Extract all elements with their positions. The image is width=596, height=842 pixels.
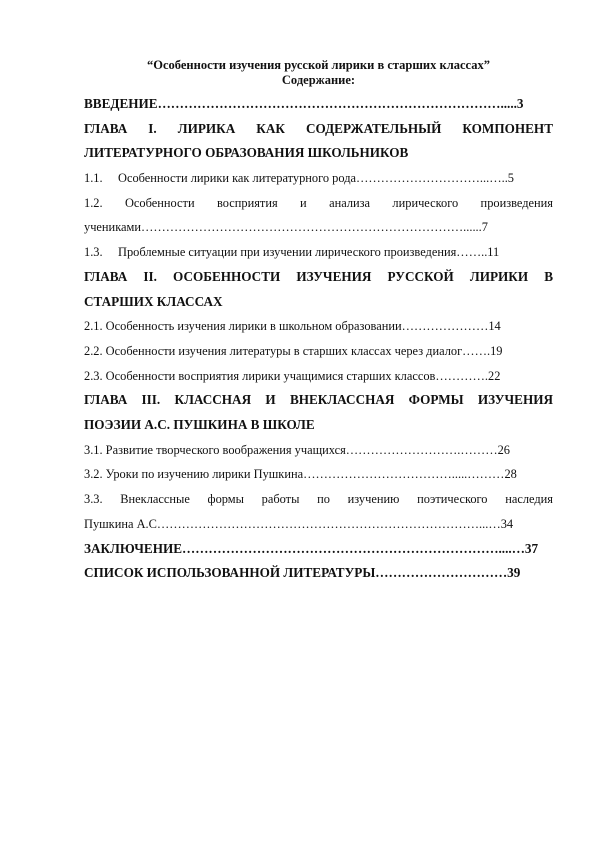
toc-entry-3-3 xyxy=(84,487,553,512)
document-title: “Особенности изучения русской лирики в старших классах” xyxy=(147,58,490,72)
contents-heading: Содержание: xyxy=(281,73,356,87)
toc-entry-number: 1.1. xyxy=(84,171,103,186)
toc-chapter-1-line-1: ГЛАВА I. ЛИРИКА КАК СОДЕРЖАТЕЛЬНЫЙ КОМПОНЕНТ xyxy=(84,120,553,136)
toc-entry-2-2: 2.2. Особенности изучения литературы в старших классах через диалог…….19 xyxy=(84,343,503,358)
toc-chapter-2-line-2: СТАРШИХ КЛАССАХ xyxy=(84,293,223,309)
toc-chapter-3-line-1: ГЛАВА III. КЛАССНАЯ И ВНЕКЛАССНАЯ ФОРМЫ ИЗУЧЕНИЯ xyxy=(84,392,553,408)
toc-entry-text: Проблемные ситуации при изучении лирического произведения……..11 xyxy=(118,245,500,260)
toc-entry-1-2 xyxy=(84,191,553,216)
toc-entry-number: 1.3. xyxy=(84,245,103,260)
toc-entry-1-2-line-1: 1.2. Особенности восприятия и анализа лирического произведения xyxy=(84,195,553,210)
toc-entry-conclusion: ЗАКЛЮЧЕНИЕ………………………………………………………………....…37 xyxy=(84,540,539,556)
toc-entry-text: Особенности лирики как литературного рода…………………………...…..5 xyxy=(118,171,514,186)
toc-chapter-2-heading xyxy=(84,265,553,290)
toc-chapter-3-line-2: ПОЭЗИИ А.С. ПУШКИНА В ШКОЛЕ xyxy=(84,417,315,433)
toc-entry-bibliography: СПИСОК ИСПОЛЬЗОВАННОЙ ЛИТЕРАТУРЫ…………………………39 xyxy=(84,565,521,581)
toc-entry-1-3 xyxy=(84,240,553,265)
toc-entry-introduction: ВВЕДЕНИЕ…………………………………………………………………….....3 xyxy=(84,96,524,111)
document-content xyxy=(84,58,553,586)
toc-chapter-1-line-2: ЛИТЕРАТУРНОГО ОБРАЗОВАНИЯ ШКОЛЬНИКОВ xyxy=(84,145,409,161)
toc-entry-3-3-line-2: Пушкина А.С……………………………………………………………………...…34 xyxy=(84,516,514,531)
toc-entry-3-1: 3.1. Развитие творческого воображения учащихся……………………….………26 xyxy=(84,442,510,457)
toc-entry-2-3: 2.3. Особенности восприятия лирики учащимися старших классов………….22 xyxy=(84,368,501,383)
toc-chapter-2-line-1: ГЛАВА II. ОСОБЕННОСТИ ИЗУЧЕНИЯ РУССКОЙ ЛИРИКИ В xyxy=(84,268,553,284)
toc-entry-3-3-line-1: 3.3. Внеклассные формы работы по изучению поэтического наследия xyxy=(84,492,553,507)
toc-chapter-1-heading xyxy=(84,117,553,142)
toc-chapter-3-heading xyxy=(84,388,553,413)
toc-entry-1-1 xyxy=(84,166,553,191)
toc-entry-2-1: 2.1. Особенность изучения лирики в школьном образовании…………………14 xyxy=(84,319,501,334)
toc-entry-3-2: 3.2. Уроки по изучению лирики Пушкина……………………………….....………28 xyxy=(84,467,517,482)
toc-entry-1-2-line-2: учениками……………………………………………………………………......7 xyxy=(84,220,488,235)
